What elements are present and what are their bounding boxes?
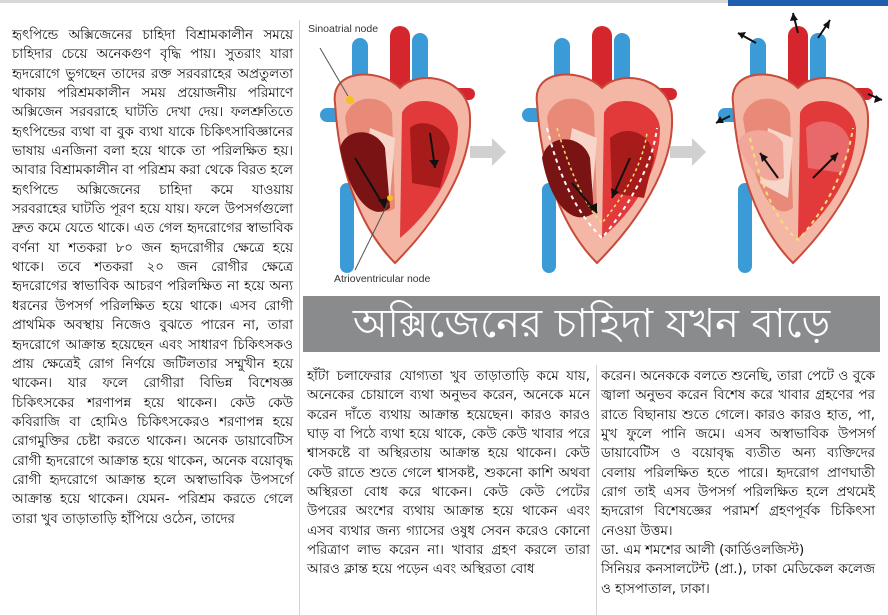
- article-column-3: [601, 367, 875, 599]
- article-column-2: [307, 367, 590, 580]
- headline-text: অক্সিজেনের চাহিদা যখন বাড়ে: [352, 301, 831, 347]
- top-rule-grey: [0, 0, 760, 3]
- top-rule: [0, 0, 888, 6]
- author-name: ডা. এম শমশের আলী (কার্ডিওলজিস্ট): [601, 543, 805, 559]
- column-1-text: হৃৎপিন্ডে অক্সিজেনের চাহিদা বিশ্রামকালীন সময়ে চাহিদার চেয়ে অনেকগুণ বৃদ্ধি পায়। সুতরাং যারা হৃদরোগে ভুগছেন তাদের রক্ত সরবরাহের অপ্রতুলতা থাকায় পরিশ্রমকালীন সময় প্রয়োজনীয় পরিমাণে অক্সিজেন সরবরাহে ঘাটতি দেখা দেয়। ফলশ্রুতিতে হৃৎপিন্ডের ব্যথা বা বুক ব্যথা যাকে চিকিৎসাবিজ্ঞানের ভাষায় এনজিনা বলা হয়ে থাকে তা পরিলক্ষিত হয়। আবার বিশ্রামকালীন বা পরিশ্রম করা থেকে বিরত হলে হৃৎপিন্ডে অক্সিজেনের চাহিদা কমে যাওয়ায় সরবরাহের ঘাটতি পূরণ হয়ে যায়। ফলে উপসর্গগুলো দ্রুত কমে যেতে থাকে। এত গেল হৃদরোগের স্বাভাবিক বর্ণনা যা শতকরা ৮০ জন হৃদরোগীর ক্ষেত্রে হয়ে থাকে। তবে শতকরা ২০ জন রোগীর ক্ষেত্রে হৃদরোগের স্বাভাবিক আচরণ পরিলক্ষিত না হয়ে অন্য ধরনের উপসর্গ পরিলক্ষিত হয়ে থাকে। এসব রোগী প্রাথমিক অবস্থায় নিজেও বুঝতে পারেন না, তারা হৃদরোগে আক্রান্ত হয়েছেন এবং সাধারণ চিকিৎসকও প্রায় ক্ষেত্রেই রোগ নির্ণয়ে জটিলতার সম্মুখীন হয়ে থাকেন। যার ফলে রোগীরা বিভিন্ন বিশেষজ্ঞ চিকিৎসকের শরণাপন্ন হয়ে থাকেন। কেউ কেউ কবিরাজি বা হোমিও চিকিৎসকেরও শরণাপন্ন হয়ে রোগমুক্তির চেষ্টা করতে থাকেন। অনেক ডায়াবেটিস রোগী হৃদরোগে আক্রান্ত হয়ে থাকেন, অনেক বয়োবৃদ্ধ রোগী হৃদরোগে আক্রান্ত হলে অস্বাভাবিক উপসর্গে আক্রান্ত হয়ে থাকেন। যেমন- পরিশ্রম করতে গেলে তারা খুব তাড়াতাড়ি হাঁপিয়ে ওঠেন, তাদের: [12, 28, 293, 527]
- atrioventricular-node-label: Atrioventricular node: [334, 273, 431, 285]
- column-3-text: করেন। অনেককে বলতে শুনেছি, তারা পেটে ও বুকে জ্বালা অনুভব করেন বিশেষ করে খাবার গ্রহণের পর রাতে বিছানায় শুতে গেলে। কারও কারও হাত, পা, মুখ ফুলে পানি জমে। এসব অস্বাভাবিক উপসর্গ ডায়াবেটিস ও বয়োবৃদ্ধ ব্যতীত অন্য ব্যক্তিদের বেলায় পরিলক্ষিত হতে পারে। হৃদরোগ প্রাণঘাতী রোগ তাই এসব উপসর্গ পরিলক্ষিত হলে প্রথমেই হৃদরোগ বিশেষজ্ঞের পরামর্শ গ্রহণপূর্বক চিকিৎসা নেওয়া উত্তম।: [601, 369, 875, 539]
- headline-banner: [303, 296, 880, 352]
- column-2-text: হাঁটা চলাফেরার যোগ্যতা খুব তাড়াতাড়ি কমে যায়, অনেকের চোয়ালে ব্যথা অনুভব করেন, অনেকে মনে করেন দাঁতে ব্যথায় আক্রান্ত হয়েছেন। কারও কারও ঘাড় বা পিঠে ব্যথা হয়ে থাকে, কেউ কেউ খাবার পরে শ্বাসকষ্টে বা অস্থিরতায় আক্রান্ত হয়ে থাকেন। কেউ কেউ রাতে শুতে গেলে শ্বাসকষ্ট, শুকনো কাশি অথবা অস্থিরতা বোধ করে থাকেন। কেউ কেউ পেটের উপরের অংশের ব্যথায় আক্রান্ত হয়ে থাকেন এবং এসব ব্যথার জন্য গ্যাসের ওষুধ সেবন করেও কোনো পরিত্রাণ লাভ করেন না। খাবার গ্রহণ করলে তারা আরও ক্লান্ত হয়ে পড়েন এবং অস্থিরতা বোধ: [307, 369, 590, 578]
- top-rule-accent: [728, 0, 888, 6]
- article-column-1: [12, 26, 293, 529]
- heart-conduction-illustration: [300, 8, 888, 290]
- column-divider: [596, 365, 597, 615]
- sinoatrial-node-label: Sinoatrial node: [308, 23, 379, 35]
- author-title: সিনিয়র কনসালটেন্ট (প্রা.), ঢাকা মেডিকেল কলেজ ও হাসপাতাল, ঢাকা।: [601, 562, 875, 597]
